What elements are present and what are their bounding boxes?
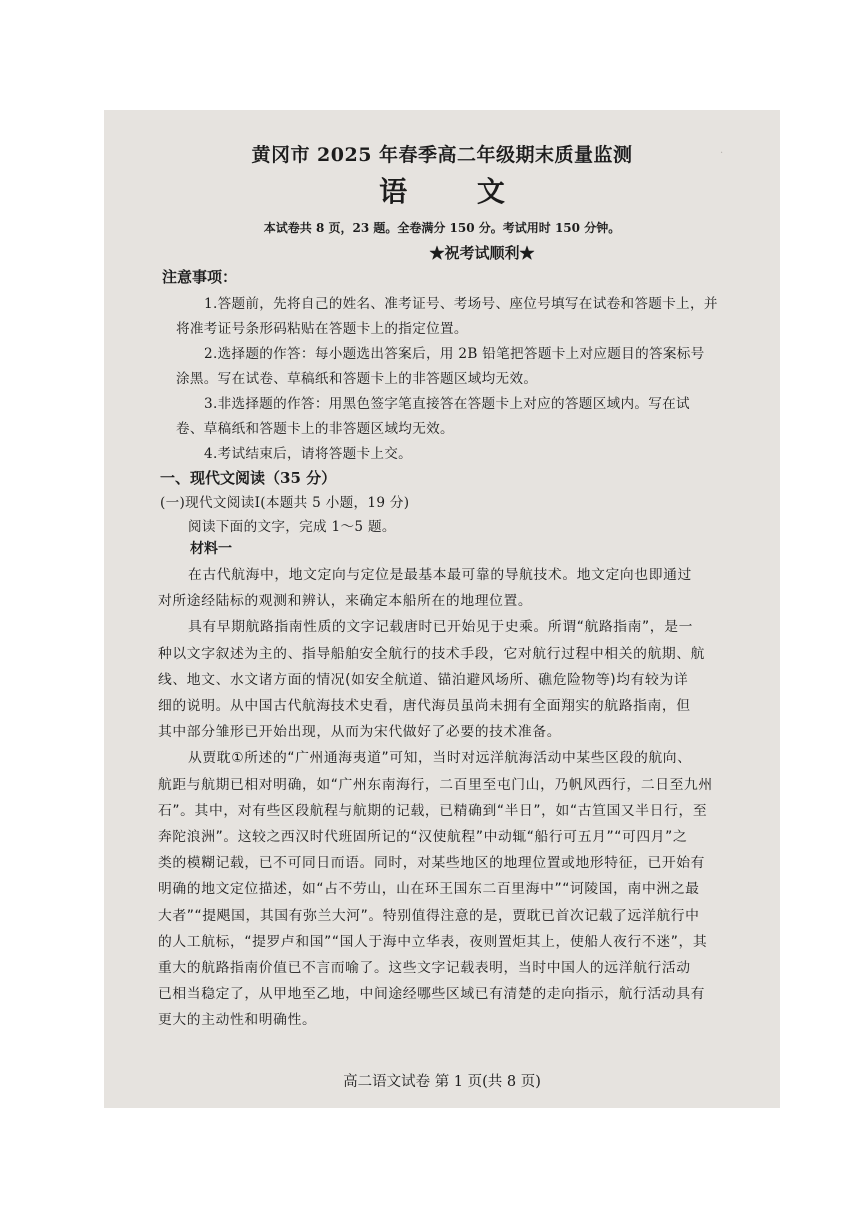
exam-title: 黄冈市 2025 年春季高二年级期末质量监测	[251, 144, 633, 166]
passage-line: 在古代航海中，地文定向与定位是最基本最可靠的导航技术。地文定向也即通过	[188, 567, 692, 583]
page-footer: 高二语文试卷 第 1 页(共 8 页)	[343, 1074, 541, 1090]
passage-line: 线、地文、水文诸方面的情况(如安全航道、锚泊避风场所、礁危险物等)均有较为详	[158, 672, 689, 688]
notice-line: 将准考证号条形码粘贴在答题卡上的指定位置。	[176, 321, 468, 337]
passage-line: 其中部分雏形已开始出现，从而为宋代做好了必要的技术准备。	[158, 724, 562, 740]
subject-title: 语 文	[379, 175, 535, 208]
passage-line: 类的模糊记载，已不可同日而语。同时，对某些地区的地理位置或地形特征，已开始有	[158, 855, 706, 871]
exam-meta: 本试卷共 8 页，23 题。全卷满分 150 分。考试用时 150 分钟。	[263, 221, 621, 235]
passage-line: 石”。其中，对有些区段航程与航期的记载，已精确到“半日”，如“古笪国又半日行，至	[158, 803, 708, 819]
passage-line: 的人工航标，“提罗卢和国”“国人于海中立华表，夜则置炬其上，使船人夜行不迷”，其	[158, 934, 708, 950]
passage-line: 细的说明。从中国古代航海技术史看，唐代海员虽尚未拥有全面翔实的航路指南，但	[158, 698, 691, 714]
passage-line: 奔陀浪洲”。这较之西汉时代班固所记的“汉使航程”中动辄“船行可五月”“可四月”之	[158, 829, 688, 845]
notice-line: 2.选择题的作答：每小题选出答案后，用 2B 铅笔把答题卡上对应题目的答案标号	[204, 346, 705, 362]
passage-line: 从贾耽①所述的“广州通海夷道”可知，当时对远洋航海活动中某些区段的航向、	[188, 750, 692, 766]
notice-line: 1.答题前，先将自己的姓名、准考证号、考场号、座位号填写在试卷和答题卡上，并	[204, 296, 718, 312]
passage-line: 种以文字叙述为主的、指导船舶安全航行的技术手段，它对航行过程中相关的航期、航	[158, 646, 706, 662]
notice-heading: 注意事项：	[162, 268, 238, 286]
notice-line: 4.考试结束后，请将答题卡上交。	[204, 446, 413, 462]
material-label: 材料一	[190, 541, 232, 557]
good-luck-banner: ★祝考试顺利★	[429, 244, 535, 262]
reading-instruction: 阅读下面的文字，完成 1～5 题。	[188, 519, 396, 535]
bleed-through-mark: ·	[720, 148, 724, 159]
notice-line: 卷、草稿纸和答题卡上的非答题区域均无效。	[176, 421, 454, 437]
section-title: 一、现代文阅读（35 分）	[160, 469, 337, 487]
notice-line: 涂黑。写在试卷、草稿纸和答题卡上的非答题区域均无效。	[176, 371, 538, 387]
passage-line: 更大的主动性和明确性。	[158, 1012, 317, 1028]
notice-line: 3.非选择题的作答：用黑色签字笔直接答在答题卡上对应的答题区域内。写在试	[204, 396, 690, 412]
passage-line: 具有早期航路指南性质的文字记载唐时已开始见于史乘。所谓“航路指南”，是一	[188, 619, 693, 635]
passage-line: 明确的地文定位描述，如“占不劳山，山在环王国东二百里海中”“诃陵国，南中洲之最	[158, 881, 700, 897]
passage-line: 对所途经陆标的观测和辨认，来确定本船所在的地理位置。	[158, 593, 533, 609]
subsection-title: (一)现代文阅读Ⅰ(本题共 5 小题，19 分)	[160, 495, 410, 511]
passage-line: 已相当稳定了，从甲地至乙地，中间途经哪些区域已有清楚的走向指示，航行活动具有	[158, 986, 706, 1002]
passage-line: 重大的航路指南价值已不言而喻了。这些文字记载表明，当时中国人的远洋航行活动	[158, 960, 691, 976]
passage-line: 航距与航期已相对明确，如“广州东南海行，二百里至屯门山，乃帆风西行，二日至九州	[158, 777, 713, 793]
passage-line: 大者”“提飓国，其国有弥兰大河”。特别值得注意的是，贾耽已首次记载了远洋航行中	[158, 908, 700, 924]
exam-page	[104, 110, 780, 1108]
